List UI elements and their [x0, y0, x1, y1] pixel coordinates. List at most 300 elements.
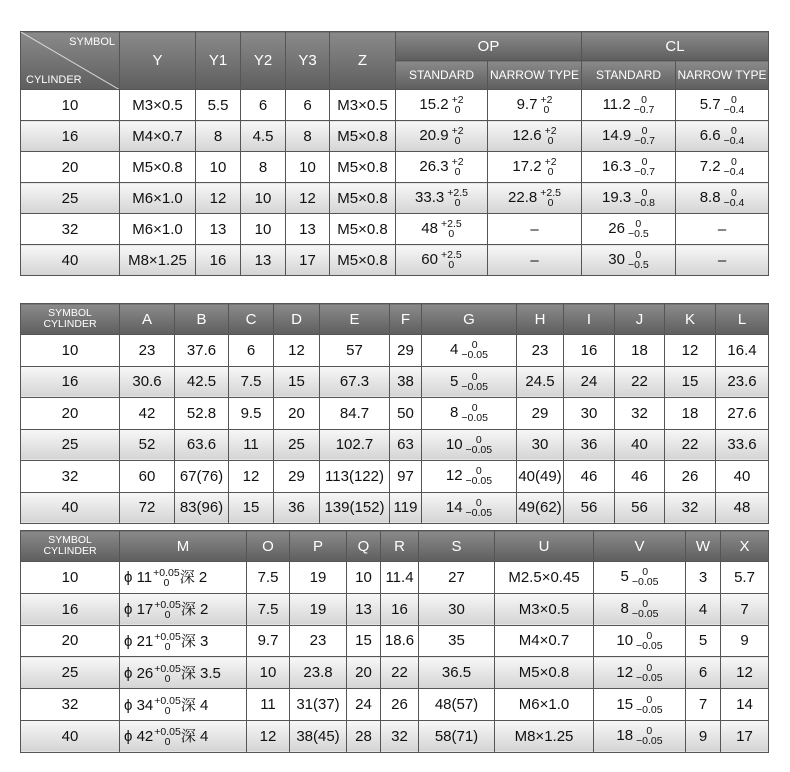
lower-tolerance: 0 [164, 609, 171, 622]
cell-d: 12 [274, 335, 320, 367]
cell-w: 6 [686, 657, 721, 689]
table-row [21, 720, 769, 752]
col-header-p: P [290, 531, 347, 562]
cell-h: 40(49) [517, 461, 564, 493]
cell-x: 9 [721, 625, 769, 657]
cell-c: 7.5 [229, 366, 274, 398]
cell-e: 139(152) [320, 492, 390, 524]
cell-b: 37.6 [175, 335, 229, 367]
cell-i: 16 [564, 335, 615, 367]
tolerance [636, 695, 663, 715]
cylinder-size: 16 [21, 593, 120, 625]
cell-y: M8×1.25 [120, 245, 196, 276]
lower-tolerance: −0.05 [631, 608, 659, 621]
cell-op-standard: 60 +2.5 0 [396, 245, 488, 276]
tolerance [634, 95, 655, 115]
main-dimension-table [20, 303, 769, 524]
cell-x: 17 [721, 720, 769, 752]
cell-z: M5×0.8 [330, 245, 396, 276]
tolerance [461, 403, 488, 423]
col-header-e: E [320, 304, 390, 335]
lower-tolerance: −0.5 [627, 259, 649, 271]
tolerance [447, 188, 468, 208]
col-header-j: J [615, 304, 665, 335]
cell-f: 38 [390, 366, 422, 398]
cell-m: ϕ 17 +0.05 0 深 2 [120, 593, 247, 625]
lower-tolerance: −0.7 [633, 104, 655, 116]
depth-label: 深 2 [179, 569, 208, 587]
cell-l: 48 [716, 492, 769, 524]
tolerance [154, 696, 181, 716]
tolerance [461, 372, 488, 392]
tolerance [636, 726, 663, 746]
table-row [21, 625, 769, 657]
lower-tolerance: 0 [547, 135, 554, 147]
cell-cl-narrow: 7.2 0 −0.4 [676, 152, 769, 183]
upper-tolerance: 0 [646, 629, 653, 642]
cell-cl-standard: 26 0 −0.5 [582, 214, 676, 245]
cell-b: 83(96) [175, 492, 229, 524]
cylinder-size: 32 [21, 461, 120, 493]
cell-cl-standard: 19.3 0 −0.8 [582, 183, 676, 214]
cell-op-narrow: 12.6 +2 0 [488, 121, 582, 152]
upper-tolerance: 0 [642, 566, 649, 579]
cell-op-standard: 33.3 +2.5 0 [396, 183, 488, 214]
cell-v: 12 0 −0.05 [594, 657, 686, 689]
cell-b: 42.5 [175, 366, 229, 398]
lower-tolerance: 0 [454, 197, 461, 209]
upper-tolerance: +2.5 [447, 187, 468, 199]
tolerance [452, 95, 464, 115]
cell-o: 7.5 [247, 593, 290, 625]
cell-p: 23.8 [290, 657, 347, 689]
cell-d: 25 [274, 429, 320, 461]
cell-o: 10 [247, 657, 290, 689]
cell-d: 15 [274, 366, 320, 398]
cell-g: 14 0 −0.05 [422, 492, 517, 524]
table-row [21, 121, 769, 152]
cylinder-size: 32 [21, 689, 120, 721]
cell-i: 30 [564, 398, 615, 430]
cell-s: 27 [419, 562, 495, 594]
lower-tolerance: −0.7 [634, 135, 655, 147]
cell-v: 15 0 −0.05 [594, 689, 686, 721]
cell-u: M8×1.25 [495, 720, 594, 752]
cylinder-size: 10 [21, 562, 120, 594]
cl-narrow-header: NARROW TYPE [676, 61, 769, 90]
cl-standard-header: STANDARD [582, 61, 676, 90]
cell-x: 12 [721, 657, 769, 689]
upper-tolerance: 0 [641, 187, 648, 199]
cell-s: 48(57) [419, 689, 495, 721]
upper-tolerance: 0 [475, 433, 482, 446]
cell-v: 18 0 −0.05 [594, 720, 686, 752]
cell-q: 10 [347, 562, 381, 594]
lower-tolerance: 0 [164, 672, 171, 685]
cylinder-size: 20 [21, 398, 120, 430]
lower-tolerance: −0.4 [723, 104, 745, 116]
symbol-label: SYMBOL [48, 307, 92, 319]
cell-y2: 4.5 [241, 121, 286, 152]
lower-tolerance: −0.05 [636, 703, 663, 716]
upper-tolerance: +2.5 [440, 218, 462, 230]
cell-y3: 6 [286, 90, 330, 121]
cell-b: 52.8 [175, 398, 229, 430]
cell-e: 113(122) [320, 461, 390, 493]
lower-tolerance: 0 [163, 577, 170, 590]
cell-a: 72 [120, 492, 175, 524]
col-header-op: OP [396, 32, 582, 61]
lower-tolerance: 0 [164, 736, 171, 749]
table-row [21, 90, 769, 121]
cell-k: 32 [665, 492, 716, 524]
cell-d: 20 [274, 398, 320, 430]
cell-r: 26 [381, 689, 419, 721]
cell-cl-narrow: – [676, 214, 769, 245]
cell-k: 26 [665, 461, 716, 493]
lower-tolerance: 0 [454, 166, 461, 178]
cell-y: M4×0.7 [120, 121, 196, 152]
table-row [21, 461, 769, 493]
col-header-k: K [665, 304, 716, 335]
col-header-o: O [247, 531, 290, 562]
cell-j: 18 [615, 335, 665, 367]
col-header-w: W [686, 531, 721, 562]
cell-m: ϕ 42 +0.05 0 深 4 [120, 720, 247, 752]
cell-cl-standard: 14.9 0 −0.7 [582, 121, 676, 152]
upper-tolerance: 0 [475, 465, 482, 478]
cell-b: 67(76) [175, 461, 229, 493]
cell-l: 40 [716, 461, 769, 493]
lower-tolerance: −0.05 [461, 412, 488, 425]
cell-r: 11.4 [381, 562, 419, 594]
cell-f: 63 [390, 429, 422, 461]
cell-r: 22 [381, 657, 419, 689]
upper-tolerance: +2 [451, 125, 464, 137]
tolerance [441, 219, 462, 239]
tolerance [441, 250, 462, 270]
col-header-b: B [175, 304, 229, 335]
cell-c: 15 [229, 492, 274, 524]
cell-c: 9.5 [229, 398, 274, 430]
depth-label: 深 4 [180, 728, 209, 746]
cell-op-narrow: – [488, 245, 582, 276]
op-standard-header: STANDARD [396, 61, 488, 90]
symbol-cylinder-header [21, 304, 120, 335]
cell-op-narrow: – [488, 214, 582, 245]
tolerance [632, 599, 659, 619]
cell-y3: 12 [286, 183, 330, 214]
col-header-z: Z [330, 32, 396, 90]
lower-tolerance: 0 [448, 228, 455, 240]
cell-a: 60 [120, 461, 175, 493]
cell-a: 42 [120, 398, 175, 430]
table-row [21, 366, 769, 398]
cell-h: 49(62) [517, 492, 564, 524]
tolerance [632, 567, 659, 587]
col-header-q: Q [347, 531, 381, 562]
lower-tolerance: −0.05 [465, 443, 493, 456]
upper-tolerance: 0 [646, 661, 653, 674]
cell-y1: 13 [196, 214, 241, 245]
cell-w: 9 [686, 720, 721, 752]
depth-label: 深 4 [180, 696, 209, 714]
cell-x: 5.7 [721, 562, 769, 594]
col-header-y2: Y2 [241, 32, 286, 90]
cell-y1: 16 [196, 245, 241, 276]
upper-tolerance: +2 [544, 125, 557, 137]
cylinder-size: 16 [21, 121, 120, 152]
cell-y: M5×0.8 [120, 152, 196, 183]
upper-tolerance: +0.05 [154, 662, 181, 675]
cell-op-narrow: 9.7 +2 0 [488, 90, 582, 121]
tolerance [466, 435, 493, 455]
cylinder-label: CYLINDER [43, 545, 97, 557]
tolerance [154, 600, 181, 620]
tolerance [636, 663, 663, 683]
upper-tolerance: +2.5 [540, 187, 561, 199]
lower-tolerance: −0.05 [461, 349, 488, 362]
lower-tolerance: 0 [454, 104, 461, 116]
cell-h: 29 [517, 398, 564, 430]
tolerance [724, 157, 745, 177]
tolerance [466, 498, 493, 518]
cylinder-size: 40 [21, 245, 120, 276]
cell-a: 23 [120, 335, 175, 367]
upper-tolerance: 0 [471, 402, 478, 415]
tolerance [634, 188, 655, 208]
tolerance [466, 466, 493, 486]
cell-r: 32 [381, 720, 419, 752]
cell-u: M6×1.0 [495, 689, 594, 721]
lower-tolerance: 0 [547, 166, 554, 178]
col-header-y1: Y1 [196, 32, 241, 90]
lower-tolerance: −0.7 [634, 166, 655, 178]
symbol-cylinder-header [21, 531, 120, 562]
cell-h: 23 [517, 335, 564, 367]
cylinder-label: CYLINDER [26, 74, 82, 86]
tolerance [452, 157, 464, 177]
upper-tolerance: 0 [731, 187, 737, 199]
cell-z: M5×0.8 [330, 121, 396, 152]
cell-y2: 6 [241, 90, 286, 121]
col-header-a: A [120, 304, 175, 335]
cell-l: 23.6 [716, 366, 769, 398]
cell-i: 56 [564, 492, 615, 524]
table-row [21, 492, 769, 524]
cell-v: 5 0 −0.05 [594, 562, 686, 594]
table-row [21, 429, 769, 461]
lower-tolerance: 0 [454, 135, 461, 147]
col-header-g: G [422, 304, 517, 335]
cell-m: ϕ 26 +0.05 0 深 3.5 [120, 657, 247, 689]
cell-op-narrow: 22.8 +2.5 0 [488, 183, 582, 214]
cell-j: 40 [615, 429, 665, 461]
lower-tolerance: −0.8 [634, 197, 655, 209]
col-header-u: U [495, 531, 594, 562]
depth-label: 深 2 [180, 601, 209, 619]
upper-tolerance: +0.05 [153, 567, 180, 580]
cell-c: 11 [229, 429, 274, 461]
col-header-h: H [517, 304, 564, 335]
cylinder-size: 10 [21, 335, 120, 367]
tolerance [452, 126, 464, 146]
cell-op-standard: 15.2 +2 0 [396, 90, 488, 121]
upper-tolerance: +0.05 [154, 599, 181, 612]
cell-q: 13 [347, 593, 381, 625]
cell-u: M2.5×0.45 [495, 562, 594, 594]
upper-tolerance: 0 [475, 496, 482, 509]
upper-tolerance: +2 [544, 156, 557, 168]
cylinder-size: 32 [21, 214, 120, 245]
lower-tolerance: −0.05 [461, 380, 488, 393]
symbol-label: SYMBOL [48, 534, 92, 546]
cell-w: 5 [686, 625, 721, 657]
cell-z: M5×0.8 [330, 152, 396, 183]
table-row [21, 214, 769, 245]
tolerance [153, 568, 180, 588]
cylinder-size: 40 [21, 492, 120, 524]
table-row [21, 689, 769, 721]
tolerance [628, 250, 649, 270]
tolerance [154, 664, 181, 684]
cell-x: 7 [721, 593, 769, 625]
cell-p: 19 [290, 562, 347, 594]
cell-y3: 10 [286, 152, 330, 183]
upper-tolerance: +0.05 [154, 694, 181, 707]
cell-q: 20 [347, 657, 381, 689]
cell-j: 46 [615, 461, 665, 493]
upper-tolerance: 0 [731, 94, 737, 106]
upper-tolerance: +2 [451, 94, 464, 106]
cylinder-size: 25 [21, 183, 120, 214]
cell-cl-narrow: 5.7 0 −0.4 [676, 90, 769, 121]
cell-l: 33.6 [716, 429, 769, 461]
cell-c: 12 [229, 461, 274, 493]
cell-s: 30 [419, 593, 495, 625]
cell-i: 36 [564, 429, 615, 461]
cell-i: 24 [564, 366, 615, 398]
upper-tolerance: 0 [641, 156, 648, 168]
cell-e: 67.3 [320, 366, 390, 398]
cell-f: 97 [390, 461, 422, 493]
cell-cl-narrow: 6.6 0 −0.4 [676, 121, 769, 152]
lower-tolerance: −0.05 [636, 735, 663, 748]
tolerance [724, 126, 745, 146]
cell-s: 58(71) [419, 720, 495, 752]
cell-w: 3 [686, 562, 721, 594]
table-row [21, 335, 769, 367]
cell-m: ϕ 34 +0.05 0 深 4 [120, 689, 247, 721]
tolerance [636, 631, 663, 651]
cell-d: 29 [274, 461, 320, 493]
col-header-d: D [274, 304, 320, 335]
tolerance [461, 340, 488, 360]
cell-h: 30 [517, 429, 564, 461]
lower-tolerance: −0.05 [465, 506, 493, 519]
cell-v: 10 0 −0.05 [594, 625, 686, 657]
cell-k: 22 [665, 429, 716, 461]
cell-y2: 10 [241, 183, 286, 214]
tolerance [634, 157, 655, 177]
upper-tolerance: 0 [635, 249, 642, 261]
depth-label: 深 3.5 [180, 664, 221, 682]
upper-tolerance: +0.05 [154, 631, 181, 643]
col-header-v: V [594, 531, 686, 562]
upper-tolerance: 0 [642, 598, 649, 611]
cell-j: 56 [615, 492, 665, 524]
cell-y1: 8 [196, 121, 241, 152]
cell-y3: 13 [286, 214, 330, 245]
tolerance [154, 632, 181, 652]
table-row [21, 152, 769, 183]
upper-tolerance: 0 [646, 725, 653, 738]
upper-tolerance: +2 [451, 156, 464, 168]
cell-i: 46 [564, 461, 615, 493]
cylinder-size: 20 [21, 152, 120, 183]
cell-y1: 5.5 [196, 90, 241, 121]
cell-op-standard: 48 +2.5 0 [396, 214, 488, 245]
cell-cl-narrow: 8.8 0 −0.4 [676, 183, 769, 214]
cell-y3: 8 [286, 121, 330, 152]
cell-f: 119 [390, 492, 422, 524]
upper-tolerance: 0 [471, 370, 478, 383]
cell-l: 16.4 [716, 335, 769, 367]
lower-tolerance: −0.05 [636, 639, 663, 652]
cell-cl-standard: 16.3 0 −0.7 [582, 152, 676, 183]
table-row [21, 593, 769, 625]
depth-label: 深 3 [180, 632, 209, 650]
cell-p: 31(37) [290, 689, 347, 721]
cell-d: 36 [274, 492, 320, 524]
lower-tolerance: −0.05 [636, 671, 663, 684]
cell-y: M6×1.0 [120, 214, 196, 245]
tolerance [545, 157, 557, 177]
cell-y2: 8 [241, 152, 286, 183]
op-cl-dimension-table [20, 31, 769, 276]
cell-k: 18 [665, 398, 716, 430]
cell-g: 12 0 −0.05 [422, 461, 517, 493]
cell-l: 27.6 [716, 398, 769, 430]
lower-tolerance: −0.4 [723, 166, 745, 178]
cell-p: 23 [290, 625, 347, 657]
cylinder-label: CYLINDER [43, 318, 97, 330]
cell-cl-standard: 30 0 −0.5 [582, 245, 676, 276]
tolerance [634, 126, 655, 146]
cell-s: 36.5 [419, 657, 495, 689]
cell-z: M5×0.8 [330, 183, 396, 214]
cylinder-size: 10 [21, 90, 120, 121]
cell-y1: 10 [196, 152, 241, 183]
cell-u: M4×0.7 [495, 625, 594, 657]
upper-tolerance: 0 [731, 125, 737, 137]
col-header-cl: CL [582, 32, 769, 61]
upper-tolerance: +2.5 [440, 249, 462, 261]
table-row [21, 398, 769, 430]
cell-e: 84.7 [320, 398, 390, 430]
cell-o: 7.5 [247, 562, 290, 594]
lower-tolerance: −0.4 [723, 197, 745, 209]
upper-tolerance: 0 [635, 218, 642, 230]
lower-tolerance: −0.5 [627, 228, 649, 240]
symbol-cylinder-header [21, 32, 120, 90]
lower-tolerance: −0.4 [723, 135, 745, 147]
cell-f: 29 [390, 335, 422, 367]
cell-q: 28 [347, 720, 381, 752]
lower-tolerance: 0 [448, 259, 455, 271]
cell-cl-narrow: – [676, 245, 769, 276]
cell-e: 102.7 [320, 429, 390, 461]
